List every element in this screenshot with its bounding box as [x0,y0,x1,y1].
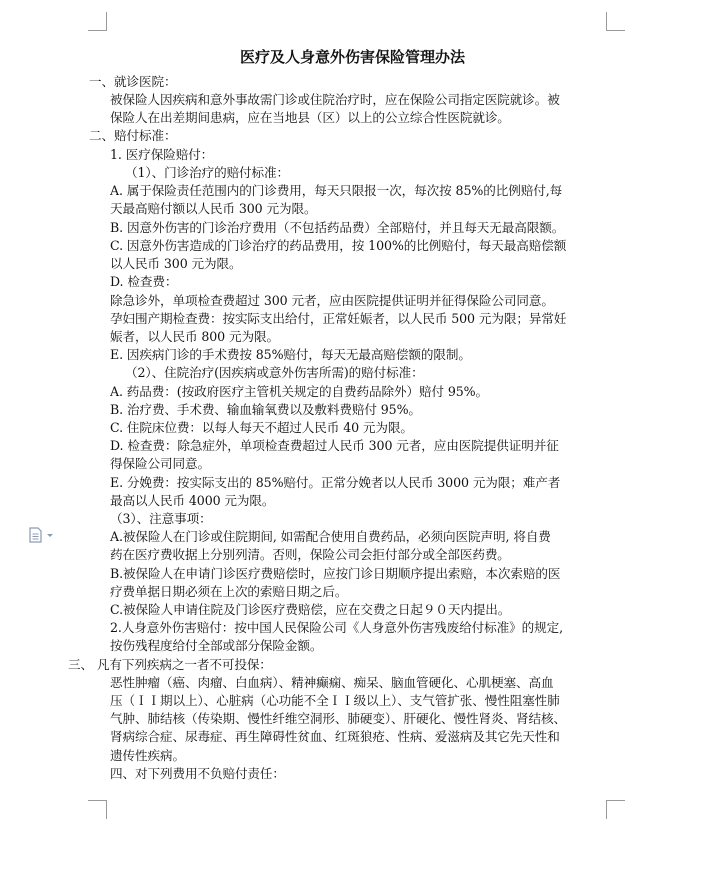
paragraph-line: A. 药品费：(按政府医疗主管机关规定的自费药品除外）赔付 95%。 [110,384,489,399]
paragraph-line: C.被保险人申请住院及门诊医疗费赔偿，应在交费之日起９０天内提出。 [110,602,511,617]
paragraph-line: 按伤残程度给付全部或部分保险金额。 [110,638,323,653]
paragraph-line: 药在医疗费收据上分别列清。否则，保险公司会拒付部分或全部医药费。 [110,547,510,562]
section-heading-compensation: 二、赔付标准： [89,128,177,143]
paragraph-line: 恶性肿瘤（癌、肉瘤、白血病）、精神癫痫、痴呆、脑血管硬化、心肌梗塞、高血 [110,675,554,690]
section-heading-exclusions: 三、 凡有下列疾病之一者不可投保： [68,657,272,672]
paragraph-line: E. 分娩费：按实际支出的 85%赔付。正常分娩者以人民币 3000 元为限；难产者 [110,475,561,490]
margin-mark-bottom-right [606,800,625,819]
paragraph-line: 得保险公司同意。 [110,456,210,471]
section-heading-non-liability: 四、对下列费用不负赔付责任： [110,766,285,781]
document-title: 医疗及人身意外伤害保险管理办法 [239,48,465,66]
paragraph-line: 肾病综合症、尿毒症、再生障碍性贫血、红斑狼疮、性病、爱滋病及其它先天性和 [110,729,560,744]
paragraph-line: E. 因疾病门诊的手术费按 85%赔付，每天无最高赔偿额的限制。 [110,347,471,362]
paragraph-line: 保险人在出差期间患病，应在当地县（区）以上的公立综合性医院就诊。 [110,110,510,125]
subsection-heading: （2）、住院治疗(因疾病或意外伤害所需)的赔付标准： [125,365,424,380]
paragraph-line: 以人民币 300 元为限。 [110,256,242,271]
paragraph-line: B. 因意外伤害的门诊治疗费用（不包括药品费）全部赔付，并且每天无最高限额。 [110,220,565,235]
margin-mark-bottom-left [88,800,107,819]
paragraph-line: 天最高赔付额以人民币 300 元为限。 [110,201,317,216]
paragraph-line: B. 治疗费、手术费、输血输氧费以及敷料费赔付 95%。 [110,402,421,417]
subsection-heading: （1）、门诊治疗的赔付标准： [125,165,290,180]
paragraph-line: 最高以人民币 4000 元为限。 [110,493,275,508]
paragraph-line: 被保险人因疾病和意外事故需门诊或住院治疗时，应在保险公司指定医院就诊。被 [110,92,560,107]
paragraph-line: 孕妇围产期检查费：按实际支出给付，正常妊娠者，以人民币 500 元为限；异常妊 [110,311,567,326]
paragraph-line: C. 因意外伤害造成的门诊治疗的药品费用，按 100%的比例赔付，每天最高赔偿额 [110,238,567,253]
paragraph-line: 气肿、肺结核（传染期、慢性纤维空洞形、肺硬变）、肝硬化、慢性肾炎、肾结核、 [110,711,566,726]
paragraph-line: A.被保险人在门诊或住院期间, 如需配合使用自费药品，必须向医院声明, 将自费 [110,529,551,544]
paragraph-line: A. 属于保险责任范围内的门诊费用，每天只限报一次，每次按 85%的比例赔付,每 [110,183,563,198]
subsection-heading: 1. 医疗保险赔付： [110,147,214,162]
paragraph-line: C. 住院床位费：以每人每天不超过人民币 40 元为限。 [110,420,413,435]
paragraph-line: D. 检查费：除急症外，单项检查费超过人民币 300 元者，应由医院提供证明并征 [110,438,559,453]
paragraph-line: B.被保险人在申请门诊医疗费赔偿时，应按门诊日期顺序提出索赔，本次索赔的医 [110,566,561,581]
paragraph-line: 遗传性疾病。 [110,748,185,763]
section-heading-hospital: 一、就诊医院： [89,74,177,89]
paragraph-line: 压（ＩＩ期以上）、心脏病（心功能不全ＩＩ级以上）、支气管扩张、慢性阻塞性肺 [110,693,560,708]
paragraph-line: 疗费单据日期必须在上次的索赔日期之后。 [110,584,348,599]
margin-mark-top-left [88,12,107,31]
margin-mark-top-right [606,12,625,31]
paragraph-line: 2.人身意外伤害赔付：按中国人民保险公司《人身意外伤害残废给付标准》的规定, [110,620,564,635]
paragraph-line: 娠者，以人民币 800 元为限。 [110,329,279,344]
paragraph-options-icon[interactable] [28,527,56,543]
paragraph-line: D. 检查费： [110,274,178,289]
paragraph-line: 除急诊外，单项检查费超过 300 元者，应由医院提供证明并征得保险公司同意。 [110,293,554,308]
subsection-heading: （3）、注意事项： [110,511,212,526]
